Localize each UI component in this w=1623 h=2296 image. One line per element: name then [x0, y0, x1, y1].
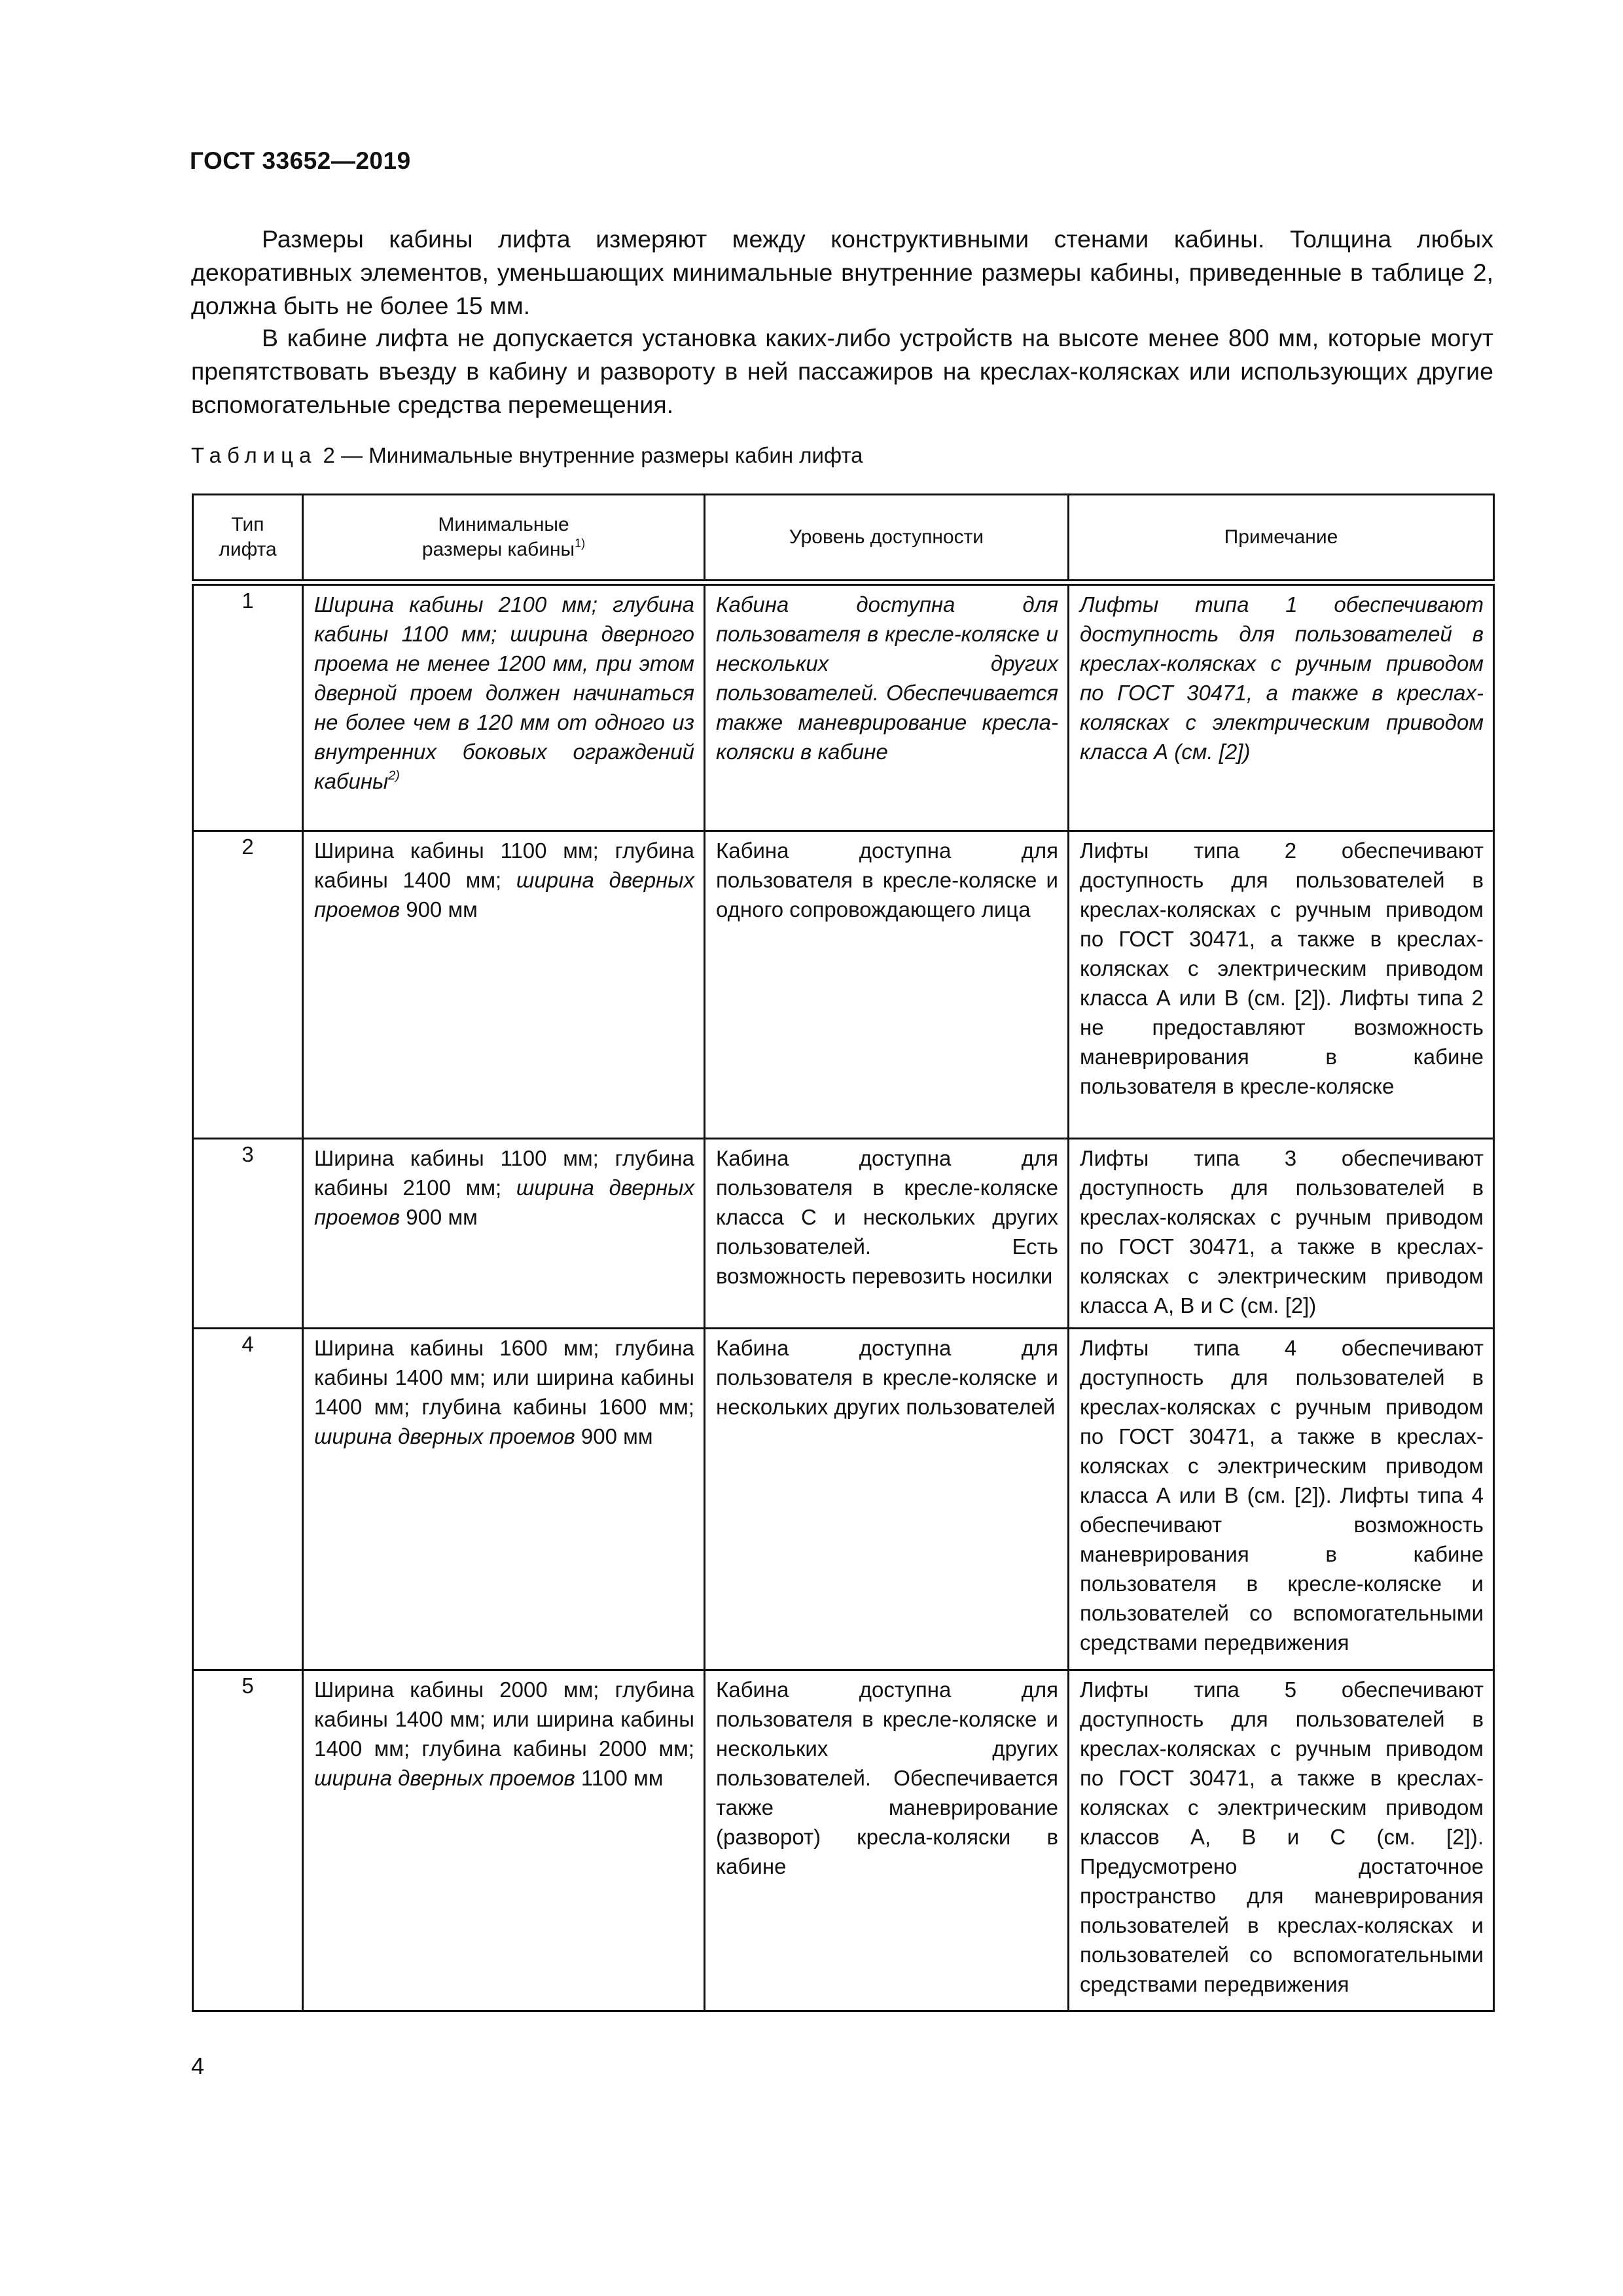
note-cell: Лифты типа 5 обеспечивают доступность для пользователей в креслах-колясках с ручным приводом по ГОСТ 30471, а также в креслах-колясках с электрическим приводом классов А, В и С (см. [2]). Предусмотрено достаточное пространство для маневрирования пользователей в креслах-колясках и пользователей со вспомогательными средствами передвижения — [1069, 1670, 1494, 2011]
cabin-size-table — [192, 493, 1495, 2012]
paragraph-device-installation: В кабине лифта не допускается установка каких-либо устройств на высоте менее 800 мм, которые могут препятствовать въезду в кабину и развороту в ней пассажиров на креслах-колясках или использующих другие вспомогательные средства перемещения. — [191, 324, 1493, 418]
table-row — [193, 583, 1494, 831]
note-cell: Лифты типа 1 обеспечивают доступность для пользователей в креслах-колясках с ручным приводом по ГОСТ 30471, а также в креслах-колясках с электрическим приводом класса А (см. [2]) — [1069, 583, 1494, 831]
size-cell: Ширина кабины 2000 мм; глубина кабины 1400 мм; или ширина кабины 1400 мм; глубина кабины 2000 мм; ширина дверных проемов 1100 мм — [303, 1670, 705, 2011]
note-cell: Лифты типа 2 обеспечивают доступность для пользователей в креслах-колясках с ручным приводом по ГОСТ 30471, а также в креслах-колясках с электрическим приводом класса А или В (см. [2]). Лифты типа 2 не предоставляют возможность маневрирования в кабине пользователя в кресле-коляске — [1069, 831, 1494, 1138]
size-cell: Ширина кабины 1100 мм; глубина кабины 1400 мм; ширина дверных проемов 900 мм — [303, 831, 705, 1138]
note-cell: Лифты типа 4 обеспечивают доступность для пользователей в креслах-колясках с ручным приводом по ГОСТ 30471, а также в креслах-колясках с электрическим приводом класса А или В (см. [2]). Лифты типа 4 обеспечивают возможность маневрирования в кабине пользователя в кресле-коляске и пользователей со вспомогательными средствами передвижения — [1069, 1328, 1494, 1670]
table-header-row — [193, 495, 1494, 583]
header-lift-type: Тип лифта — [193, 495, 303, 583]
size-cell: Ширина кабины 1600 мм; глубина кабины 1400 мм; или ширина кабины 1400 мм; глубина кабины 1600 мм; ширина дверных проемов 900 мм — [303, 1328, 705, 1670]
access-cell: Кабина доступна для пользователя в кресле-коляске класса С и нескольких других пользователей. Есть возможность перевозить носилки — [705, 1138, 1069, 1328]
table-caption-text: 2 — Минимальные внутренние размеры кабин лифта — [317, 443, 863, 467]
table-row — [193, 831, 1494, 1138]
table-row — [193, 1670, 1494, 2011]
table-row — [193, 1138, 1494, 1328]
header-min-size: Минимальные размеры кабины$^{1)}$ — [303, 495, 705, 583]
lift-type-cell: 4 — [193, 1328, 303, 1670]
lift-type-cell: 1 — [193, 583, 303, 831]
access-cell: Кабина доступна для пользователя в кресле-коляске и нескольких других пользователей. Обеспечивается также маневрирование (разворот) кресла-коляски в кабине — [705, 1670, 1069, 2011]
table-caption — [191, 441, 863, 470]
lift-type-cell: 5 — [193, 1670, 303, 2011]
document-id: ГОСТ 33652—2019 — [190, 147, 411, 174]
size-cell: Ширина кабины 1100 мм; глубина кабины 2100 мм; ширина дверных проемов 900 мм — [303, 1138, 705, 1328]
header-note: Примечание — [1069, 495, 1494, 583]
table-row — [193, 1328, 1494, 1670]
lift-type-cell: 3 — [193, 1138, 303, 1328]
note-cell: Лифты типа 3 обеспечивают доступность для пользователей в креслах-колясках с ручным приводом по ГОСТ 30471, а также в креслах-колясках с электрическим приводом класса А, В и С (см. [2]) — [1069, 1138, 1494, 1328]
header-accessibility: Уровень доступности — [705, 495, 1069, 583]
paragraph-cabin-dimensions: Размеры кабины лифта измеряют между конструктивными стенами кабины. Толщина любых декоративных элементов, уменьшающих минимальные внутренние размеры кабины, приведенные в таблице 2, должна быть не более 15 мм. — [191, 225, 1493, 319]
access-cell: Кабина доступна для пользователя в кресле-коляске и одного сопровождающего лица — [705, 831, 1069, 1138]
page-number: 4 — [191, 2053, 205, 2079]
size-cell: Ширина кабины 2100 мм; глубина кабины 1100 мм; ширина дверного проема не менее 1200 мм, при этом дверной проем должен начинаться не более чем в 120 мм от одного из внутренних боковых ограждений кабины$^{2)}$ — [303, 583, 705, 831]
access-cell: Кабина доступна для пользователя в кресле-коляске и нескольких других пользователей — [705, 1328, 1069, 1670]
lift-type-cell: 2 — [193, 831, 303, 1138]
access-cell: Кабина доступна для пользователя в кресле-коляске и нескольких других пользователей. Обеспечивается также маневрирование кресла-коляски в кабине — [705, 583, 1069, 831]
table-caption-label: Таблица — [191, 443, 317, 467]
